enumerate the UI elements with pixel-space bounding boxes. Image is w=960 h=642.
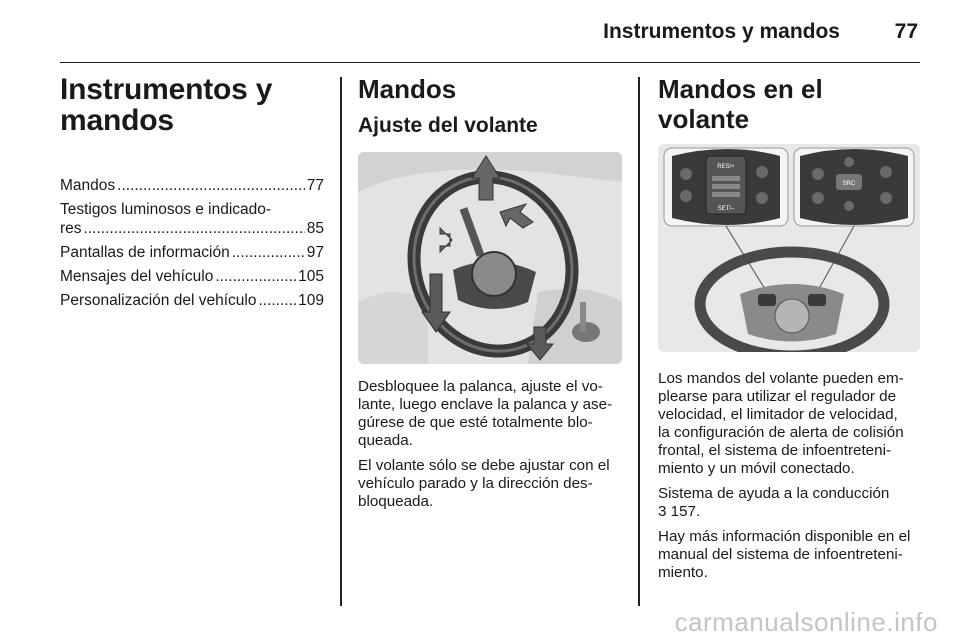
- text-line: gúrese de que esté totalmente blo-: [358, 414, 593, 431]
- toc-leader-dots: [258, 291, 296, 310]
- page-header: [60, 0, 920, 63]
- text-line: Sistema de ayuda a la conducción: [658, 485, 890, 502]
- set-label: SET/–: [717, 206, 735, 212]
- text-line: lante, luego enclave la palanca y ase-: [358, 396, 613, 413]
- section-mandos-volante: [658, 74, 920, 589]
- section-title: Mandos en el volante: [658, 74, 823, 134]
- text-line: la configuración de alerta de colisión: [658, 424, 904, 441]
- chapter-toc: [60, 74, 324, 315]
- section-mandos: [358, 74, 624, 518]
- toc-label: Mensajes del vehículo: [60, 268, 214, 285]
- res-label: RES/+: [717, 164, 735, 170]
- toc-label: Mandos: [60, 177, 116, 194]
- text-line: manual del sistema de infoentreteni-: [658, 546, 903, 563]
- toc-page: 97: [306, 244, 324, 261]
- toc-entry-mandos[interactable]: [60, 176, 324, 195]
- chapter-title-line: mandos: [60, 104, 174, 137]
- text-line: frontal, el sistema de infoentreteni-: [658, 442, 891, 459]
- cross-reference-link[interactable]: 3 157.: [658, 503, 701, 520]
- toc-label: Testigos luminosos e indicado-: [60, 201, 272, 218]
- paragraph: [658, 528, 920, 582]
- text-line: vehículo parado y la dirección des-: [358, 475, 593, 492]
- toc-page: 77: [306, 177, 324, 194]
- toc-label: res: [60, 220, 82, 237]
- text-line: miento.: [658, 564, 708, 581]
- steering-adjust-illustration: [358, 152, 622, 364]
- toc-leader-dots: [232, 243, 305, 262]
- chapter-title-line: Instrumentos y: [60, 73, 273, 106]
- toc-label: Pantallas de información: [60, 244, 230, 261]
- chapter-title: [60, 74, 324, 136]
- text-line: Desbloquee la palanca, ajuste el vo-: [358, 378, 603, 395]
- text-line: bloqueada.: [358, 493, 434, 510]
- section-title: Mandos: [358, 74, 457, 104]
- toc-entry-testigos[interactable]: [60, 200, 324, 238]
- toc-page: 109: [298, 292, 324, 309]
- toc-page: 105: [298, 268, 324, 285]
- text-line: miento y un móvil conectado.: [658, 460, 855, 477]
- column-divider: [340, 77, 342, 606]
- header-title: Instrumentos y mandos: [603, 20, 840, 43]
- toc-page: 85: [306, 220, 324, 237]
- toc-entry-mensajes[interactable]: [60, 267, 324, 286]
- steering-wheel-image: [358, 152, 622, 364]
- text-line: plearse para utilizar el regulador de: [658, 388, 897, 405]
- toc-entry-personalizacion[interactable]: [60, 291, 324, 310]
- text-line: velocidad, el limitador de velocidad,: [658, 406, 898, 423]
- text-line: Hay más información disponible en el: [658, 528, 911, 545]
- page-number: 77: [894, 20, 918, 43]
- toc-label: Personalización del vehículo: [60, 292, 257, 309]
- text-line: El volante sólo se debe ajustar con el: [358, 457, 610, 474]
- text-line: queada.: [358, 432, 413, 449]
- src-label: SRC: [842, 181, 856, 187]
- steering-controls-illustration: [658, 144, 920, 352]
- subsection-title: Ajuste del volante: [358, 114, 538, 137]
- toc-leader-dots: [215, 267, 296, 286]
- paragraph: [358, 378, 624, 450]
- toc-entry-pantallas[interactable]: [60, 243, 324, 262]
- paragraph: [658, 370, 920, 478]
- paragraph: [358, 457, 624, 511]
- paragraph: [658, 485, 920, 521]
- watermark: carmanualsonline.info: [674, 607, 938, 637]
- text-line: Los mandos del volante pueden em-: [658, 370, 904, 387]
- column-divider: [638, 77, 640, 606]
- steering-controls-image: [658, 144, 920, 352]
- toc-leader-dots: [117, 176, 305, 195]
- toc-leader-dots: [84, 219, 305, 238]
